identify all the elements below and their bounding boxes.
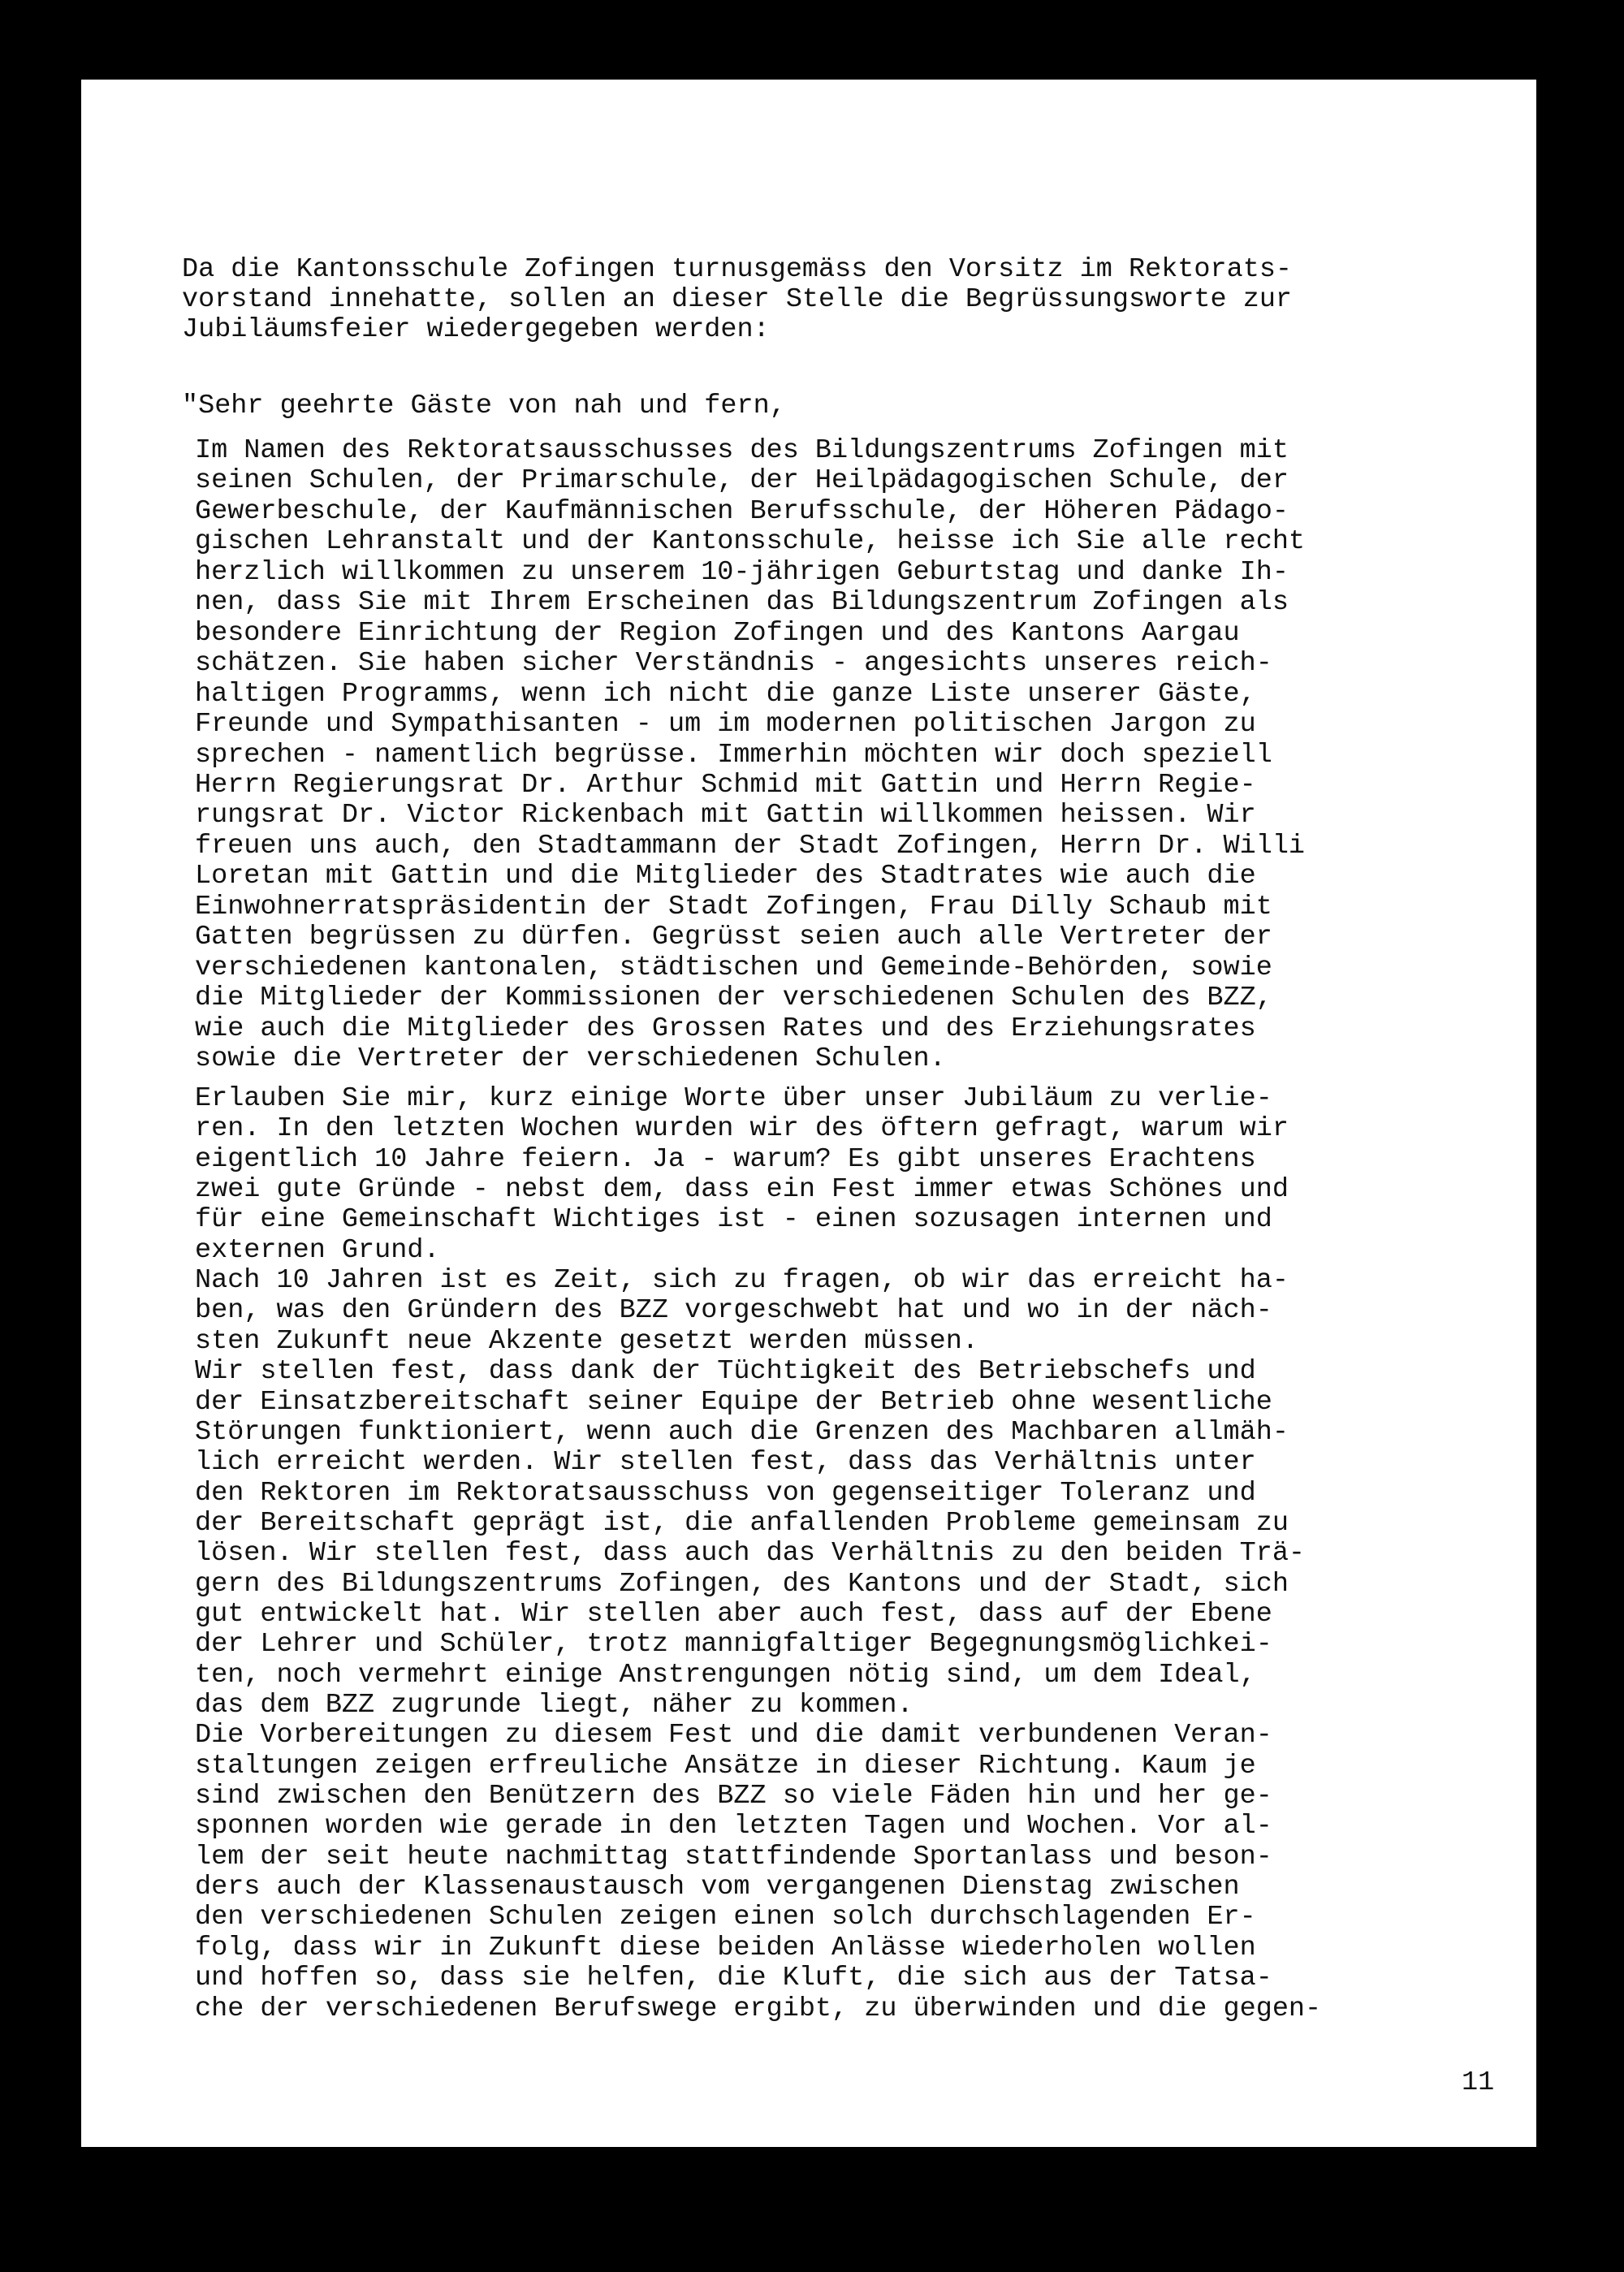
text-line: der Bereitschaft geprägt ist, die anfallenden Probleme gemeinsam zu xyxy=(195,1507,1289,1539)
text-line: seinen Schulen, der Primarschule, der Heilpädagogischen Schule, der xyxy=(195,465,1289,497)
text-line: lich erreicht werden. Wir stellen fest, dass das Verhältnis unter xyxy=(195,1447,1256,1479)
text-line: sind zwischen den Benützern des BZZ so viele Fäden hin und her ge- xyxy=(195,1781,1272,1812)
text-line: Im Namen des Rektoratsausschusses des Bildungszentrums Zofingen mit xyxy=(195,435,1289,466)
text-line: zwei gute Gründe - nebst dem, dass ein Fest immer etwas Schönes und xyxy=(195,1174,1289,1206)
text-line: haltigen Programms, wenn ich nicht die ganze Liste unserer Gäste, xyxy=(195,678,1256,710)
text-line: Störungen funktioniert, wenn auch die Grenzen des Machbaren allmäh- xyxy=(195,1416,1289,1448)
text-line: die Mitglieder der Kommissionen der verschiedenen Schulen des BZZ, xyxy=(195,983,1272,1014)
text-line: den Rektoren im Rektoratsausschuss von gegenseitiger Toleranz und xyxy=(195,1477,1256,1509)
text-line: freuen uns auch, den Stadtammann der Stadt Zofingen, Herrn Dr. Willi xyxy=(195,830,1306,862)
text-line: sponnen worden wie gerade in den letzten Tagen und Wochen. Vor al- xyxy=(195,1811,1272,1842)
text-line: Herrn Regierungsrat Dr. Arthur Schmid mit Gattin und Herrn Regie- xyxy=(195,769,1256,801)
text-line: Gatten begrüssen zu dürfen. Gegrüsst seien auch alle Vertreter der xyxy=(195,922,1272,953)
text-line: folg, dass wir in Zukunft diese beiden Anlässe wiederholen wollen xyxy=(195,1932,1256,1963)
text-line: wie auch die Mitglieder des Grossen Rates und des Erziehungsrates xyxy=(195,1013,1256,1044)
text-line: Wir stellen fest, dass dank der Tüchtigkeit des Betriebschefs und xyxy=(195,1356,1256,1388)
text-line: ders auch der Klassenaustausch vom vergangenen Dienstag zwischen xyxy=(195,1872,1240,1903)
text-line: sten Zukunft neue Akzente gesetzt werden müssen. xyxy=(195,1325,978,1357)
text-line: Loretan mit Gattin und die Mitglieder des Stadtrates wie auch die xyxy=(195,861,1256,892)
text-line: Einwohnerratspräsidentin der Stadt Zofingen, Frau Dilly Schaub mit xyxy=(195,891,1272,922)
text-line: verschiedenen kantonalen, städtischen und Gemeinde-Behörden, sowie xyxy=(195,952,1272,983)
text-line: eigentlich 10 Jahre feiern. Ja - warum? Es gibt unseres Erachtens xyxy=(195,1143,1256,1175)
text-line: rungsrat Dr. Victor Rickenbach mit Gattin willkommen heissen. Wir xyxy=(195,800,1256,831)
text-line: Nach 10 Jahren ist es Zeit, sich zu fragen, ob wir das erreicht ha- xyxy=(195,1265,1289,1297)
text-line: che der verschiedenen Berufswege ergibt, zu überwinden und die gegen- xyxy=(195,1993,1322,2024)
text-line: staltungen zeigen erfreuliche Ansätze in dieser Richtung. Kaum je xyxy=(195,1750,1256,1782)
text-line: Gewerbeschule, der Kaufmännischen Berufsschule, der Höheren Pädago- xyxy=(195,495,1289,527)
text-line: Die Vorbereitungen zu diesem Fest und die damit verbundenen Veran- xyxy=(195,1720,1272,1752)
text-line: ren. In den letzten Wochen wurden wir des öftern gefragt, warum wir xyxy=(195,1113,1289,1145)
text-line: und hoffen so, dass sie helfen, die Kluft, die sich aus der Tatsa- xyxy=(195,1963,1272,1994)
text-line: lösen. Wir stellen fest, dass auch das Verhältnis zu den beiden Trä- xyxy=(195,1538,1306,1570)
salutation-line: "Sehr geehrte Gäste von nah und fern, xyxy=(182,391,786,421)
text-line: ten, noch vermehrt einige Anstrengungen nötig sind, um dem Ideal, xyxy=(195,1659,1256,1691)
text-line: schätzen. Sie haben sicher Verständnis - angesichts unseres reich- xyxy=(195,648,1272,680)
text-line: nen, dass Sie mit Ihrem Erscheinen das Bildungszentrum Zofingen als xyxy=(195,587,1289,619)
text-line: den verschiedenen Schulen zeigen einen solch durchschlagenden Er- xyxy=(195,1902,1256,1933)
text-line: für eine Gemeinschaft Wichtiges ist - einen sozusagen internen und xyxy=(195,1204,1272,1236)
text-line: gern des Bildungszentrums Zofingen, des Kantons und der Stadt, sich xyxy=(195,1568,1289,1600)
intro-line: Da die Kantonsschule Zofingen turnusgemäss den Vorsitz im Rektorats- xyxy=(182,254,1293,285)
text-line: Freunde und Sympathisanten - um im modernen politischen Jargon zu xyxy=(195,709,1256,741)
text-line: der Lehrer und Schüler, trotz mannigfaltiger Begegnungsmöglichkei- xyxy=(195,1629,1272,1661)
text-line: gischen Lehranstalt und der Kantonsschule, heisse ich Sie alle recht xyxy=(195,526,1306,558)
text-line: ben, was den Gründern des BZZ vorgeschwebt hat und wo in der näch- xyxy=(195,1295,1272,1327)
text-line: herzlich willkommen zu unserem 10-jährigen Geburtstag und danke Ih- xyxy=(195,556,1289,588)
document-page xyxy=(81,80,1536,2147)
intro-line: vorstand innehatte, sollen an dieser Stelle die Begrüssungsworte zur xyxy=(182,284,1293,315)
text-line: besondere Einrichtung der Region Zofingen und des Kantons Aargau xyxy=(195,617,1240,649)
text-line: externen Grund. xyxy=(195,1234,440,1266)
text-line: sprechen - namentlich begrüsse. Immerhin möchten wir doch speziell xyxy=(195,739,1272,771)
text-line: sowie die Vertreter der verschiedenen Schulen. xyxy=(195,1043,946,1074)
text-line: der Einsatzbereitschaft seiner Equipe der Betrieb ohne wesentliche xyxy=(195,1386,1272,1418)
text-line: Erlauben Sie mir, kurz einige Worte über unser Jubiläum zu verlie- xyxy=(195,1083,1272,1114)
text-line: das dem BZZ zugrunde liegt, näher zu kommen. xyxy=(195,1690,914,1721)
page-number: 11 xyxy=(1462,2067,1495,2098)
text-line: gut entwickelt hat. Wir stellen aber auch fest, dass auf der Ebene xyxy=(195,1598,1272,1630)
text-line: lem der seit heute nachmittag stattfindende Sportanlass und beson- xyxy=(195,1841,1272,1872)
intro-line: Jubiläumsfeier wiedergegeben werden: xyxy=(182,314,770,345)
